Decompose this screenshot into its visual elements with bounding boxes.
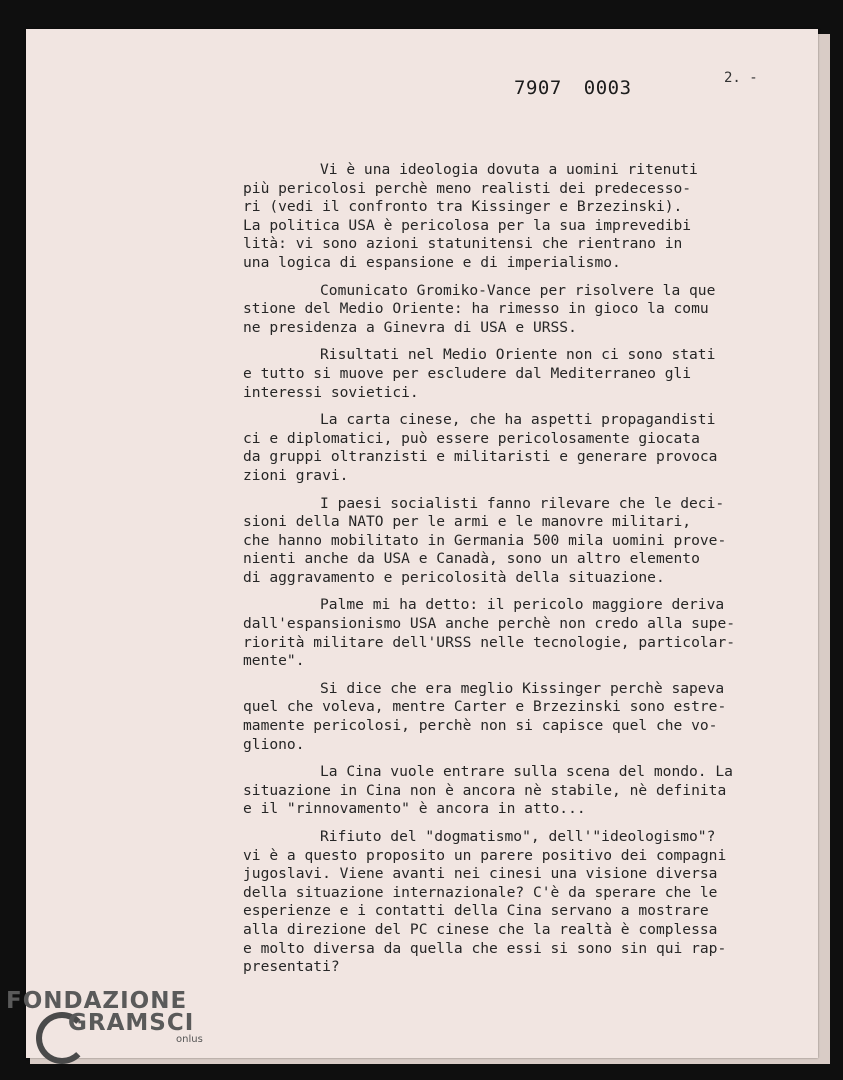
text-line: sioni della NATO per le armi e le manovre militari,: [243, 513, 692, 531]
text-line: ci e diplomatici, può essere pericolosamente giocata: [243, 429, 700, 447]
page-number: 2. -: [724, 70, 758, 86]
paragraph: [243, 763, 783, 819]
text-line: riorità militare dell'URSS nelle tecnologie, particolar-: [243, 633, 736, 651]
paragraph: [243, 282, 783, 338]
watermark-line3: onlus: [176, 1034, 203, 1045]
text-line: jugoslavi. Viene avanti nei cinesi una visione diversa: [243, 865, 718, 883]
document-code: [514, 77, 654, 99]
text-line: Vi è una ideologia dovuta a uomini ritenuti: [320, 161, 698, 178]
text-line: ne presidenza a Ginevra di USA e URSS.: [243, 318, 577, 336]
text-line: una logica di espansione e di imperialismo.: [243, 253, 621, 271]
paragraph: [243, 411, 783, 485]
paragraph: [243, 495, 783, 588]
text-line: interessi sovietici.: [243, 383, 419, 401]
watermark-line1: FONDAZIONE: [6, 988, 188, 1014]
text-line: da gruppi oltranzisti e militaristi e generare provoca: [243, 448, 718, 466]
document-code-b: 0003: [583, 77, 632, 99]
text-line: mente".: [243, 652, 305, 670]
text-line: La Cina vuole entrare sulla scena del mondo. La: [320, 763, 733, 781]
text-line: zioni gravi.: [243, 466, 349, 484]
text-line: quel che voleva, mentre Carter e Brzezinski sono estre-: [243, 698, 727, 716]
paragraph: [243, 596, 783, 670]
text-line: ri (vedi il confronto tra Kissinger e Brzezinski).: [243, 198, 683, 216]
text-line: di aggravamento e pericolosità della situazione.: [243, 568, 665, 586]
text-line: Si dice che era meglio Kissinger perchè sapeva: [320, 679, 725, 697]
document-code-a: 7907: [514, 77, 562, 99]
text-line: Comunicato Gromiko-Vance per risolvere la que: [320, 281, 716, 299]
paragraph: [243, 161, 783, 273]
text-line: La politica USA è pericolosa per la sua imprevedibi: [243, 216, 692, 234]
text-line: La carta cinese, che ha aspetti propagandisti: [320, 411, 716, 429]
text-line: e tutto si muove per escludere dal Mediterraneo gli: [243, 364, 692, 382]
watermark: [6, 988, 203, 1045]
text-line: più pericolosi perchè meno realisti dei predecesso-: [243, 179, 692, 197]
paragraph: [243, 346, 783, 402]
document-body: [243, 161, 783, 986]
text-line: nienti anche da USA e Canadà, sono un altro elemento: [243, 550, 700, 568]
text-line: dall'espansionismo USA anche perchè non credo alla supe-: [243, 615, 736, 633]
text-line: esperienze e i contatti della Cina servano a mostrare: [243, 902, 709, 920]
text-line: della situazione internazionale? C'è da sperare che le: [243, 883, 718, 901]
text-line: gliono.: [243, 735, 305, 753]
text-line: Risultati nel Medio Oriente non ci sono stati: [320, 346, 716, 364]
text-line: presentati?: [243, 958, 340, 976]
paragraph: [243, 828, 783, 977]
text-line: che hanno mobilitato in Germania 500 mila uomini prove-: [243, 531, 727, 549]
text-line: lità: vi sono azioni statunitensi che rientrano in: [243, 235, 683, 253]
text-line: stione del Medio Oriente: ha rimesso in gioco la comu: [243, 300, 709, 318]
text-line: e il "rinnovamento" è ancora in atto...: [243, 800, 586, 818]
text-line: Rifiuto del "dogmatismo", dell'"ideologismo"?: [320, 828, 716, 845]
text-line: alla direzione del PC cinese che la realtà è complessa: [243, 920, 718, 938]
watermark-line2: GRAMSCI: [68, 1010, 195, 1036]
text-line: situazione in Cina non è ancora nè stabile, nè definita: [243, 781, 727, 799]
paragraph: [243, 680, 783, 754]
text-line: e molto diversa da quella che essi si sono sin qui rap-: [243, 939, 727, 957]
text-line: mamente pericolosi, perchè non si capisce quel che vo-: [243, 717, 718, 735]
text-line: vi è a questo proposito un parere positivo dei compagni: [243, 846, 727, 864]
text-line: I paesi socialisti fanno rilevare che le deci-: [320, 494, 725, 512]
text-line: Palme mi ha detto: il pericolo maggiore deriva: [320, 596, 725, 614]
